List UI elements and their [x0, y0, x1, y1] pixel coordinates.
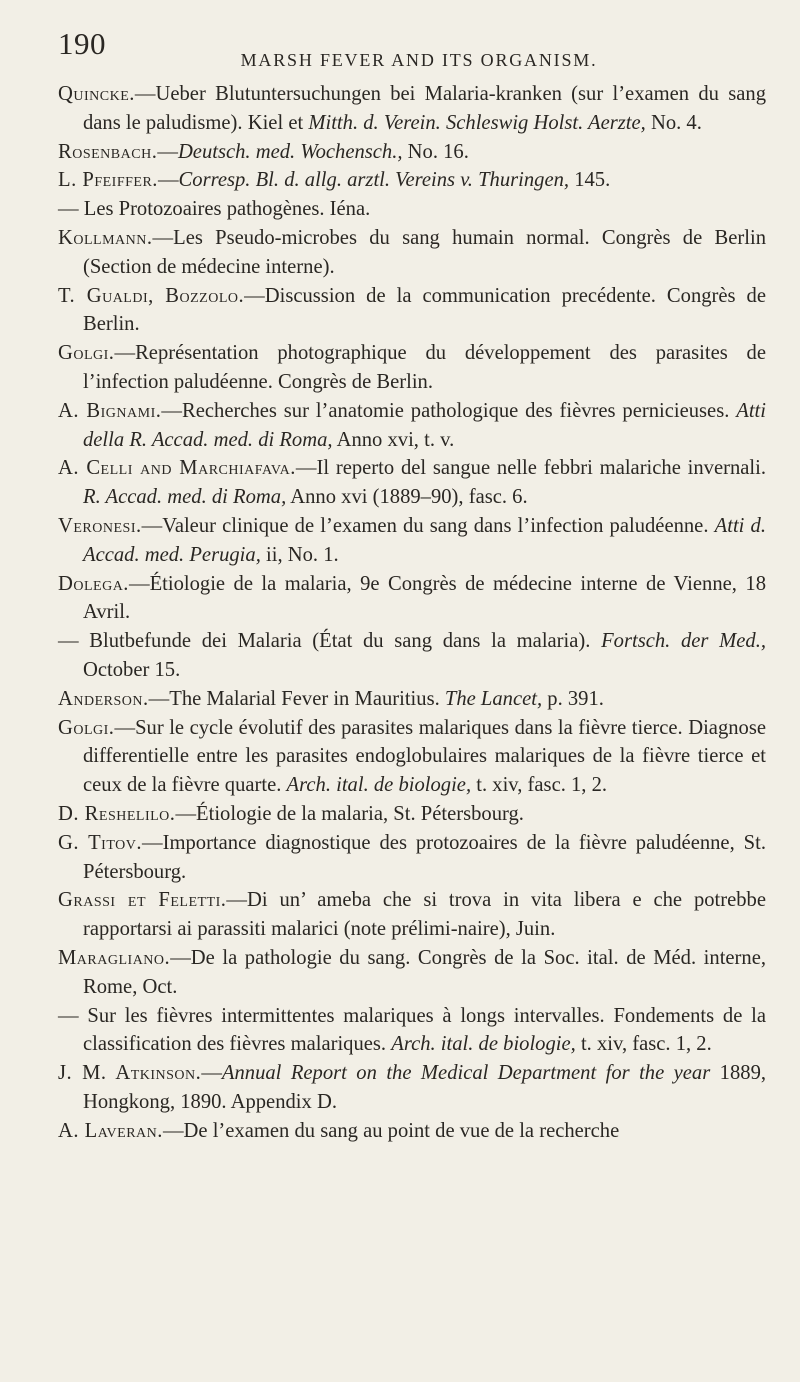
reference-source-title: Arch. ital. de biologie, — [391, 1033, 576, 1056]
reference-source-title: Corresp. Bl. d. allg. arztl. Vereins v. Thuringen, — [178, 169, 570, 192]
reference-text: —Représentation photographique du développement des parasites de l’infection paludéenne. Congrès de Berlin. — [83, 342, 766, 393]
reference-entry — [58, 886, 766, 944]
reference-author: D. Reshelilo. — [58, 802, 176, 825]
reference-text: —De la pathologie du sang. Congrès de la Soc. ital. de Méd. interne, Rome, Oct. — [83, 946, 766, 998]
reference-entry — [58, 829, 766, 887]
reference-author: Veronesi. — [58, 514, 142, 537]
reference-text: — Sur les fièvres intermittentes malariques à longs intervalles. Fondements de la classification des fièvres malariques. — [58, 1004, 766, 1056]
reference-entry — [58, 685, 766, 714]
reference-entry — [58, 714, 766, 800]
reference-entry — [58, 1117, 766, 1146]
reference-author: Maragliano. — [58, 946, 171, 969]
reference-entry — [58, 1059, 766, 1117]
reference-text: t. xiv, fasc. 1, 2. — [575, 1033, 712, 1056]
reference-source-title: The Lancet, — [444, 687, 543, 710]
reference-text: Anno xvi (1889–90), fasc. 6. — [286, 486, 528, 509]
reference-entry — [58, 138, 766, 167]
reference-text: —Di un’ ameba che si trova in vita libera e che potrebbe rapportarsi ai parassiti malarici (note prélimi-naire), Juin. — [83, 889, 766, 941]
reference-source-title: Fortsch. der Med., — [601, 630, 767, 653]
reference-text: — — [201, 1062, 222, 1085]
reference-entry — [58, 224, 766, 282]
reference-entry — [58, 944, 766, 1002]
reference-entry — [58, 570, 766, 628]
reference-text: —Étiologie de la malaria, 9e Congrès de médecine interne de Vienne, 18 Avril. — [83, 572, 766, 624]
reference-text: 1889, Hongkong, 1890. Appendix D. — [83, 1062, 767, 1113]
reference-entry — [58, 627, 766, 685]
reference-author: J. M. Atkinson. — [58, 1062, 202, 1085]
reference-text: —Les Pseudo-microbes du sang humain normal. Congrès de Berlin (Section de médecine interne). — [83, 226, 766, 278]
reference-source-title: R. Accad. med. di Roma, — [83, 486, 287, 509]
reference-source-title: Deutsch. med. Wochensch., — [177, 140, 403, 163]
reference-entry — [58, 512, 766, 570]
reference-text: t. xiv, fasc. 1, 2. — [471, 774, 608, 797]
reference-text: —De l’examen du sang au point de vue de la recherche — [162, 1119, 620, 1142]
reference-text: ii, No. 1. — [260, 543, 339, 566]
reference-text: —Recherches sur l’anatomie pathologique des fièvres pernicieuses. — [161, 399, 737, 422]
reference-text: No. 4. — [645, 111, 702, 134]
reference-text: p. 391. — [542, 687, 604, 710]
reference-source-title: Annual Report on the Medical Department for the year — [221, 1062, 711, 1085]
reference-author: Golgi. — [58, 342, 115, 365]
reference-text: — — [157, 140, 178, 163]
reference-source-title: Atti d. Accad. med. Perugia, — [83, 514, 766, 566]
reference-text: —Discussion de la communication precédente. Congrès de Berlin. — [83, 284, 766, 336]
reference-author: Dolega. — [58, 572, 129, 595]
reference-entry — [58, 282, 766, 340]
reference-text: —Étiologie de la malaria, St. Pétersbourg. — [175, 802, 524, 825]
reference-text: — Les Protozoaires pathogènes. Iéna. — [58, 198, 371, 221]
reference-entry — [58, 339, 766, 397]
reference-entry — [58, 166, 766, 195]
reference-entry — [58, 195, 766, 224]
reference-author: Grassi et Feletti. — [58, 889, 227, 912]
reference-text: —Valeur clinique de l’examen du sang dans l’infection paludéenne. — [141, 514, 715, 537]
reference-text: 145. — [569, 169, 611, 192]
reference-source-title: Atti della R. Accad. med. di Roma, — [83, 399, 766, 451]
reference-text: —Importance diagnostique des protozoaires de la fièvre paludéenne, St. Pétersbourg. — [83, 831, 766, 883]
reference-author: A. Celli and Marchiafava. — [58, 457, 296, 480]
reference-text: No. 16. — [402, 140, 469, 163]
page-number: 190 — [58, 26, 106, 61]
reference-text: —Il reperto del sangue nelle febbri malariche invernali. — [295, 457, 766, 480]
reference-author: Kollmann. — [58, 226, 153, 249]
reference-author: G. Titov. — [58, 831, 143, 854]
reference-source-title: Mitth. d. Verein. Schleswig Holst. Aerzte, — [308, 111, 646, 134]
reference-author: T. Gualdi, Bozzolo. — [58, 284, 245, 307]
reference-author: L. Pfeiffer. — [58, 169, 158, 192]
reference-author: A. Laveran. — [58, 1119, 163, 1142]
reference-text: —The Malarial Fever in Mauritius. — [148, 687, 445, 710]
reference-author: Anderson. — [58, 687, 149, 710]
reference-author: Quincke. — [58, 83, 135, 105]
reference-author: Rosenbach. — [58, 140, 158, 163]
reference-text: Anno xvi, t. v. — [332, 428, 455, 451]
reference-entry — [58, 454, 766, 512]
page-header — [58, 22, 740, 78]
reference-text: —Ueber Blutuntersuchungen bei Malaria-kranken (sur l’examen du sang dans le paludisme). Kiel et — [83, 83, 766, 134]
reference-entry — [58, 80, 766, 138]
reference-entry — [58, 800, 766, 829]
reference-entry — [58, 1002, 766, 1060]
reference-text: —Sur le cycle évolutif des parasites malariques dans la fièvre tierce. Diagnose differentielle entre les parasites endoglobulaires malariques de la fièvre tierce et ceux de la fièvre quarte. — [83, 716, 766, 797]
reference-text: — Blutbefunde dei Malaria (État du sang dans la malaria). — [58, 630, 602, 653]
reference-text: — — [157, 169, 179, 192]
reference-entry — [58, 397, 766, 455]
reference-text: October 15. — [83, 658, 181, 681]
bibliography-list — [58, 80, 766, 1145]
reference-author: Golgi. — [58, 716, 115, 739]
reference-source-title: Arch. ital. de biologie, — [286, 774, 472, 797]
running-title: MARSH FEVER AND ITS ORGANISM. — [240, 50, 598, 70]
reference-author: A. Bignami. — [58, 399, 162, 422]
